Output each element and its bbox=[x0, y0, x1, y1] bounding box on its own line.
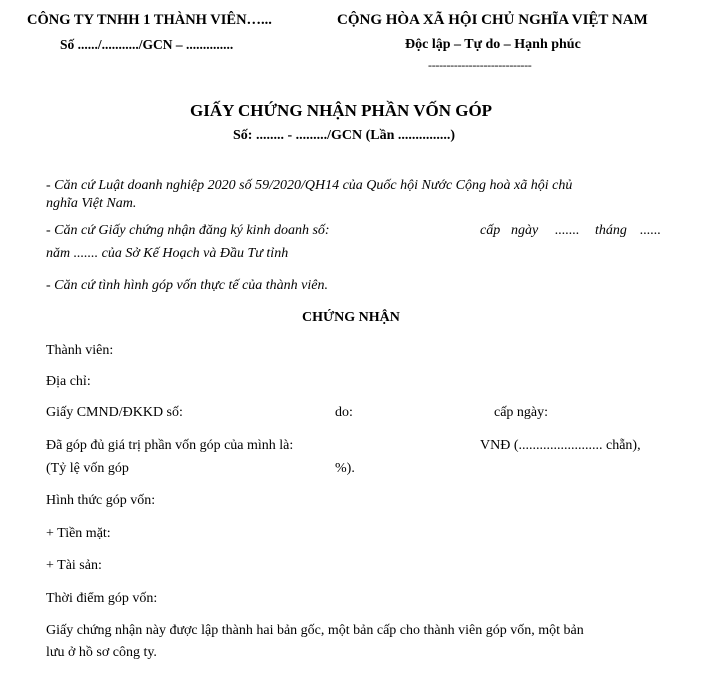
field-id-label: Giấy CMND/ĐKKD số: bbox=[46, 405, 183, 420]
motto-separator: ---------------------------- bbox=[428, 58, 532, 72]
basis-registration-day-blank: ....... bbox=[555, 223, 580, 238]
basis-law-line1: - Căn cứ Luật doanh nghiệp 2020 số 59/2020/QH14 của Quốc hội Nước Cộng hoà xã hội chủ bbox=[46, 178, 573, 193]
basis-registration-line2: năm ....... của Sở Kế Hoạch và Đầu Tư tỉnh bbox=[46, 246, 289, 261]
certify-heading: CHỨNG NHẬN bbox=[302, 310, 400, 325]
closing-line1: Giấy chứng nhận này được lập thành hai bản gốc, một bản cấp cho thành viên góp vốn, một bản bbox=[46, 623, 584, 638]
basis-law-line2: nghĩa Việt Nam. bbox=[46, 196, 137, 211]
field-contribution-time: Thời điểm góp vốn: bbox=[46, 591, 158, 606]
national-motto: Độc lập – Tự do – Hạnh phúc bbox=[405, 37, 581, 52]
basis-registration-month-label: tháng bbox=[595, 223, 627, 238]
country-name: CỘNG HÒA XÃ HỘI CHỦ NGHĨA VIỆT NAM bbox=[337, 12, 648, 28]
field-ratio-suffix: %). bbox=[335, 461, 355, 476]
field-contribution-form: Hình thức góp vốn: bbox=[46, 493, 156, 508]
field-cash: + Tiền mặt: bbox=[46, 526, 111, 541]
basis-registration-day-label: ngày bbox=[511, 223, 539, 238]
field-ratio-label: (Tỷ lệ vốn góp bbox=[46, 461, 129, 476]
field-member: Thành viên: bbox=[46, 343, 114, 358]
field-currency-text: VNĐ (........................ chẵn), bbox=[480, 438, 641, 453]
field-address: Địa chỉ: bbox=[46, 374, 91, 389]
closing-line2: lưu ở hồ sơ công ty. bbox=[46, 645, 157, 660]
field-assets: + Tài sản: bbox=[46, 558, 102, 573]
certificate-number: Số: ........ - ........./GCN (Lần ...............) bbox=[233, 128, 456, 143]
field-id-issue-date: cấp ngày: bbox=[494, 405, 549, 420]
basis-registration-label: - Căn cứ Giấy chứng nhận đăng ký kinh doanh số: bbox=[46, 223, 330, 238]
basis-registration-month-blank: ...... bbox=[640, 223, 661, 238]
field-contributed-label: Đã góp đủ giá trị phần vốn góp của mình là: bbox=[46, 438, 294, 453]
basis-contribution: - Căn cứ tình hình góp vốn thực tế của thành viên. bbox=[46, 278, 328, 293]
company-name: CÔNG TY TNHH 1 THÀNH VIÊN…... bbox=[27, 12, 272, 28]
document-number: Số ....../.........../GCN – .............. bbox=[60, 37, 234, 52]
certificate-title: GIẤY CHỨNG NHẬN PHẦN VỐN GÓP bbox=[190, 101, 493, 120]
basis-registration-issued: cấp bbox=[480, 223, 501, 238]
field-id-issued-by: do: bbox=[335, 405, 353, 420]
